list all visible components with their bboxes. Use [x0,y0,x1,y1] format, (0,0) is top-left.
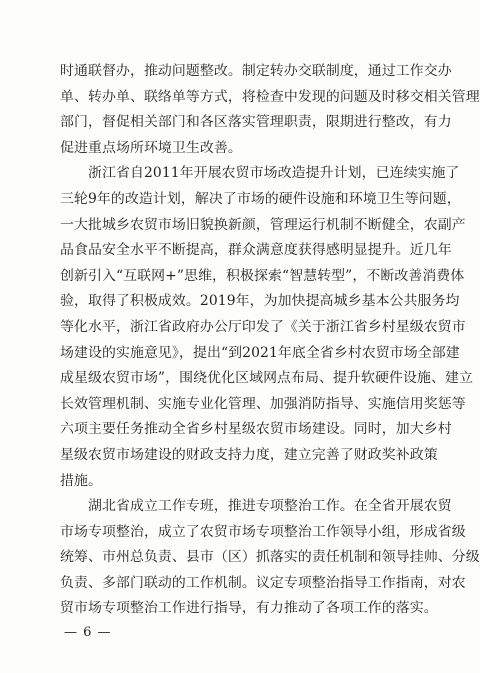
text-line-17: 措施。 [60,472,102,489]
text-line-4: 促进重点场所环境卫生改善。 [60,139,242,156]
text-line-21: 负责、多部门联动的工作机制。议定专项整治指导工作指南，对农 [60,574,466,591]
text-line-6: 三轮9年的改造计划，解决了市场的硬件设施和环境卫生等问题， [60,190,461,207]
text-line-15: 六项主要任务推动全省乡村星级农贸市场建设。同时，加大乡村 [60,421,452,438]
text-line-20: 统筹、市州总负责、县市（区）抓落实的责任机制和领导挂帅、分级 [60,549,480,566]
paragraph-start-hubei: 湖北省成立工作专班，推进专项整治工作。在全省开展农贸 [88,498,452,515]
text-line-7: 一大批城乡农贸市场旧貌换新颜，管理运行机制不断健全，农副产 [60,216,466,233]
text-line-22: 贸市场专项整治工作进行指导，有力推动了各项工作的落实。 [60,600,438,617]
text-line-8: 品食品安全水平不断提高，群众满意度获得感明显提升。近几年 [60,242,452,259]
text-line-2: 单、转办单、联络单等方式，将检查中发现的问题及时移交相关管理 [60,88,480,105]
text-line-12: 场建设的实施意见》，提出“到2021年底全省乡村农贸市场全部建 [60,344,460,361]
text-line-10: 验，取得了积极成效。2019年，为加快提高城乡基本公共服务均 [60,293,460,310]
text-line-13: 成星级农贸市场”，围绕优化区域网点布局、提升软硬件设施、建立 [60,370,473,387]
page-number: — 6 — [64,625,112,640]
text-line-1: 时通联督办，推动问题整改。制定转办交联制度，通过工作交办 [60,63,452,79]
text-line-14: 长效管理机制、实施专业化管理、加强消防指导、实施信用奖惩等 [60,395,466,412]
text-line-11: 等化水平，浙江省政府办公厅印发了《关于浙江省乡村星级农贸市 [60,318,466,335]
body-text [60,59,480,622]
text-line-9: 创新引入“互联网+”思维，积极探索“智慧转型”，不断改善消费体 [60,267,465,284]
text-line-3: 部门，督促相关部门和各区落实管理职责，限期进行整改，有力 [60,114,452,131]
text-line-19: 市场专项整治，成立了农贸市场专项整治工作领导小组，形成省级 [60,523,466,540]
text-line-16: 星级农贸市场建设的财政支持力度，建立完善了财政奖补政策 [60,446,438,463]
paragraph-start-zhejiang: 浙江省自2011年开展农贸市场改造提升计划，已连续实施了 [88,165,460,182]
